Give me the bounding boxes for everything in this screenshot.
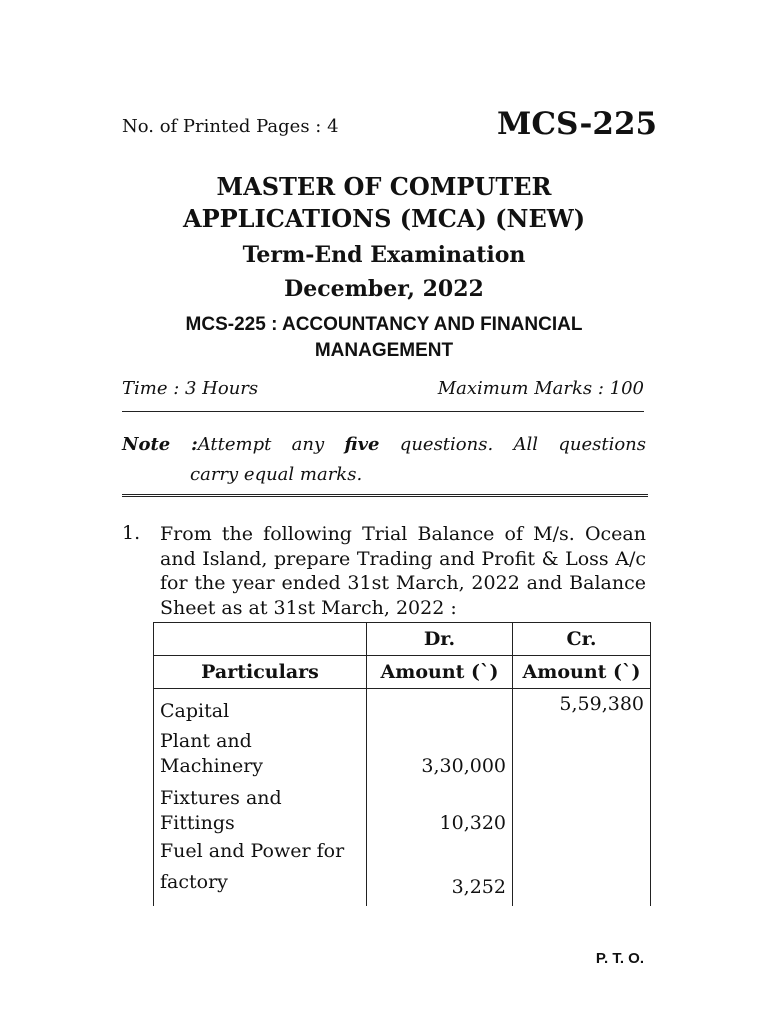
table-cell-particular: [154, 779, 367, 836]
table-header-cell: Cr.: [513, 623, 651, 656]
table-cell-particular: Capital: [154, 689, 367, 722]
table-header-cell: Dr.: [367, 623, 513, 656]
subject-title: [100, 312, 668, 364]
table-cell-cr: 5,59,380: [513, 689, 651, 722]
table-cell-dr: 10,320: [367, 779, 513, 836]
particular-line1: Fuel and Power for: [160, 839, 345, 862]
table-cell-cr: [513, 779, 651, 836]
trial-balance-table: [153, 622, 651, 906]
particular-line2: Fittings: [160, 811, 235, 834]
table-row: [154, 722, 651, 779]
page-turn-over: P. T. O.: [595, 950, 644, 967]
particular-line2: Machinery: [160, 754, 264, 777]
note-label: Note :: [122, 434, 198, 455]
maximum-marks: Maximum Marks : 100: [437, 378, 644, 399]
table-header-row: [154, 623, 651, 656]
table-row: [154, 689, 651, 722]
note-line2: carry equal marks.: [190, 464, 363, 485]
table-header-cell: Amount (`): [513, 656, 651, 689]
course-code: MCS-225: [497, 106, 658, 142]
double-divider: [122, 494, 648, 499]
table-header-cell: [154, 623, 367, 656]
note-line1: [122, 430, 646, 460]
table-row: [154, 779, 651, 836]
question-text: From the following Trial Balance of M/s. Ocean and Island, prepare Trading and Profit & Loss A/c for the year ended 31st March, 2022 and Balance Sheet as at 31st March, 2022 :: [160, 523, 646, 619]
programme-title-line1: MASTER OF COMPUTER: [216, 172, 552, 201]
table-header-row: [154, 656, 651, 689]
table-header-cell: Particulars: [154, 656, 367, 689]
table-cell-cr: [513, 722, 651, 779]
note: [122, 430, 646, 490]
table-cell-particular: [154, 722, 367, 779]
note-text-after: questions. All questions: [379, 434, 646, 455]
particular-line2: factory: [160, 870, 228, 893]
time-allowed: Time : 3 Hours: [122, 378, 259, 399]
table-header-cell: Amount (`): [367, 656, 513, 689]
table-cell-dr: 3,30,000: [367, 722, 513, 779]
programme-title-line2: APPLICATIONS (MCA) (NEW): [182, 204, 586, 233]
question-number: 1.: [122, 522, 141, 544]
table-cell-dr: 3,252: [367, 836, 513, 906]
particular-line1: Plant and: [160, 729, 252, 752]
exam-name: Term-End Examination: [242, 242, 526, 268]
note-emphasis: five: [344, 434, 380, 455]
table-row: [154, 836, 651, 906]
subject-title-line1: MCS-225 : ACCOUNTANCY AND FINANCIAL: [185, 314, 583, 335]
exam-date: December, 2022: [284, 276, 484, 302]
table-cell-particular: [154, 836, 367, 906]
table-cell-cr: [513, 836, 651, 906]
particular-line1: Fixtures and: [160, 786, 282, 809]
note-text-before: Attempt any: [197, 434, 345, 455]
subject-title-line2: MANAGEMENT: [314, 340, 454, 361]
printed-pages-label: No. of Printed Pages : 4: [122, 116, 339, 137]
divider: [122, 411, 644, 412]
table-cell-dr: [367, 689, 513, 722]
